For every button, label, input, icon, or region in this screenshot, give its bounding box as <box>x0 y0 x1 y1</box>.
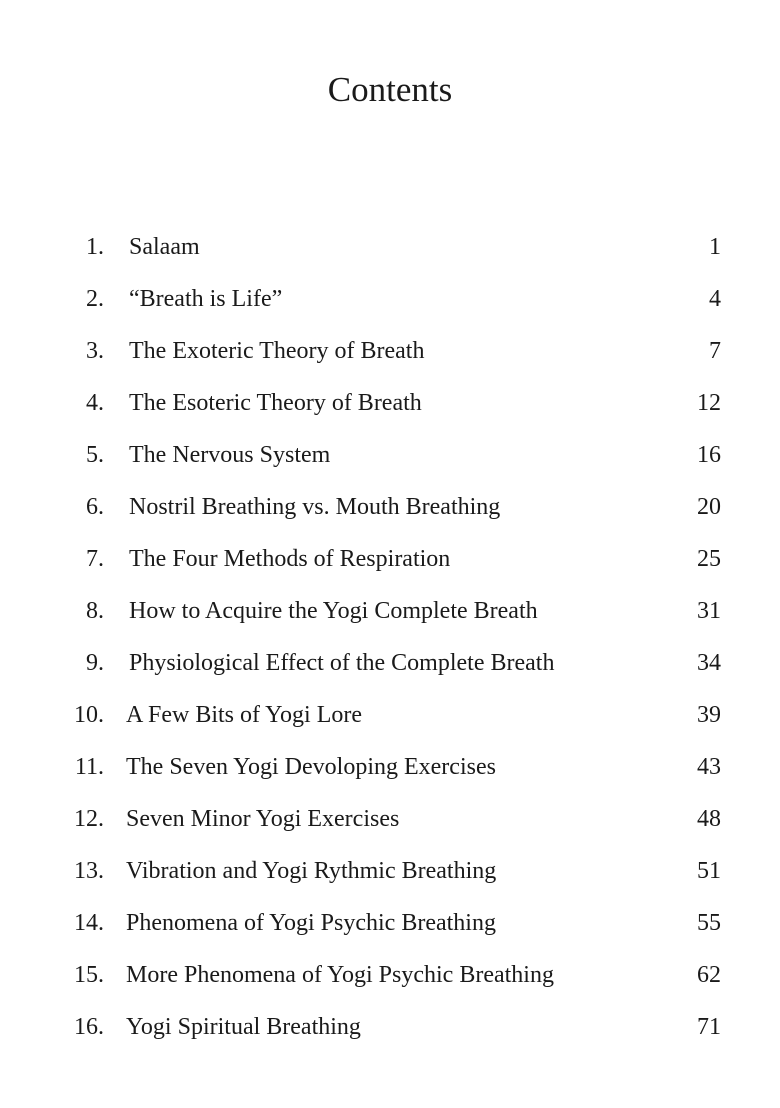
chapter-number: 16. <box>74 1014 104 1040</box>
page-number: 16 <box>697 442 721 468</box>
page-number: 4 <box>709 286 721 312</box>
chapter-title: The Four Methods of Respiration <box>129 546 451 572</box>
chapter-title: Yogi Spiritual Breathing <box>126 1014 361 1040</box>
toc-entry <box>0 845 780 897</box>
toc-entry <box>0 481 780 533</box>
chapter-number: 10. <box>74 702 104 728</box>
page-number: 48 <box>697 806 721 832</box>
chapter-title: Physiological Effect of the Complete Breath <box>129 650 555 676</box>
page-number: 43 <box>697 754 721 780</box>
page-number: 20 <box>697 494 721 520</box>
toc-entry <box>0 377 780 429</box>
page-number: 7 <box>709 338 721 364</box>
chapter-number: 6. <box>86 494 104 520</box>
toc-entry <box>0 741 780 793</box>
chapter-title: The Exoteric Theory of Breath <box>129 338 425 364</box>
chapter-number: 14. <box>74 910 104 936</box>
chapter-number: 3. <box>86 338 104 364</box>
chapter-number: 13. <box>74 858 104 884</box>
toc-entry <box>0 637 780 689</box>
toc-entry <box>0 897 780 949</box>
chapter-title: Nostril Breathing vs. Mouth Breathing <box>129 494 501 520</box>
chapter-number: 8. <box>86 598 104 624</box>
chapter-number: 7. <box>86 546 104 572</box>
table-of-contents <box>0 221 780 1053</box>
toc-entry <box>0 273 780 325</box>
chapter-number: 1. <box>86 234 104 260</box>
chapter-title: Seven Minor Yogi Exercises <box>126 806 400 832</box>
toc-entry <box>0 585 780 637</box>
chapter-number: 2. <box>86 286 104 312</box>
toc-entry <box>0 325 780 377</box>
page-number: 34 <box>697 650 721 676</box>
chapter-number: 9. <box>86 650 104 676</box>
chapter-number: 4. <box>86 390 104 416</box>
chapter-title: Vibration and Yogi Rythmic Breathing <box>126 858 497 884</box>
chapter-title: The Nervous System <box>129 442 331 468</box>
toc-entry <box>0 949 780 1001</box>
toc-entry <box>0 793 780 845</box>
chapter-title: How to Acquire the Yogi Complete Breath <box>129 598 538 624</box>
toc-entry <box>0 1001 780 1053</box>
chapter-title: The Seven Yogi Devoloping Exercises <box>126 754 496 780</box>
chapter-number: 11. <box>74 754 104 780</box>
toc-entry <box>0 533 780 585</box>
page-number: 62 <box>697 962 721 988</box>
page-number: 1 <box>709 234 721 260</box>
page-number: 31 <box>697 598 721 624</box>
chapter-number: 5. <box>86 442 104 468</box>
chapter-title: Phenomena of Yogi Psychic Breathing <box>126 910 496 936</box>
toc-entry <box>0 429 780 481</box>
page-number: 51 <box>697 858 721 884</box>
chapter-title: Salaam <box>129 234 200 260</box>
page-number: 12 <box>697 390 721 416</box>
chapter-title: More Phenomena of Yogi Psychic Breathing <box>126 962 554 988</box>
page-number: 25 <box>697 546 721 572</box>
chapter-number: 12. <box>74 806 104 832</box>
page-number: 71 <box>697 1014 721 1040</box>
chapter-title: A Few Bits of Yogi Lore <box>126 702 363 728</box>
page-title: Contents <box>327 70 453 109</box>
chapter-title: “Breath is Life” <box>129 286 283 312</box>
toc-entry <box>0 221 780 273</box>
page-number: 55 <box>697 910 721 936</box>
toc-entry <box>0 689 780 741</box>
chapter-title: The Esoteric Theory of Breath <box>129 390 422 416</box>
page-number: 39 <box>697 702 721 728</box>
chapter-number: 15. <box>74 962 104 988</box>
